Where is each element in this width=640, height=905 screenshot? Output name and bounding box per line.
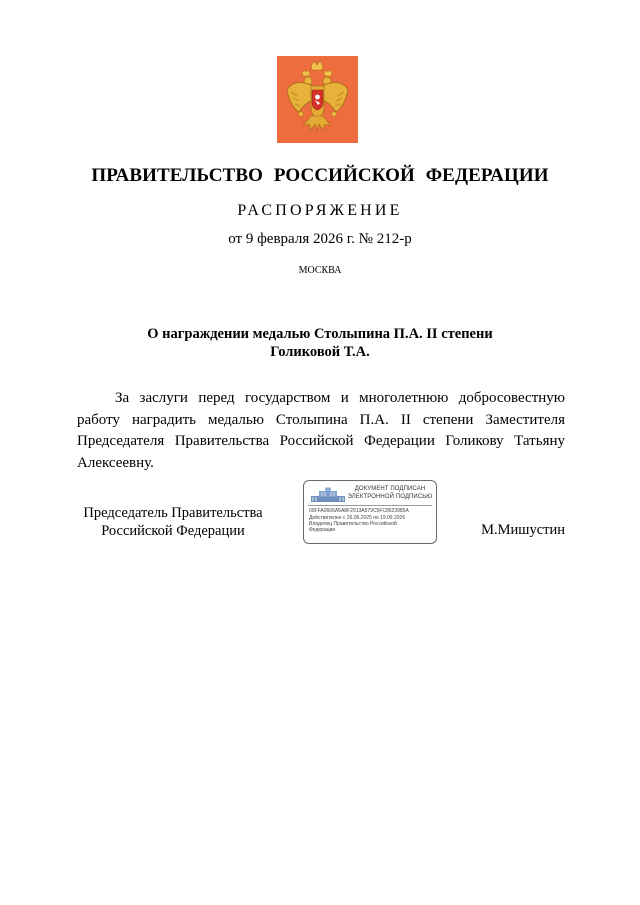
subject-line: Голиковой Т.А.	[270, 344, 370, 360]
stamp-divider	[308, 505, 432, 506]
certificate-owner: Федерации	[309, 527, 336, 533]
signer-position	[78, 505, 268, 540]
stamp-heading	[344, 486, 436, 501]
issue-city: МОСКВА	[298, 265, 342, 276]
subject-line: О награждении медалью Столыпина П.А. II степени	[147, 326, 493, 342]
signer-position-line: Российской Федерации	[101, 522, 245, 539]
signer-position-line: Председатель Правительства	[83, 505, 263, 521]
electronic-signature-stamp	[303, 480, 437, 544]
issuing-authority-title: ПРАВИТЕЛЬСТВО РОССИЙСКОЙ ФЕДЕРАЦИИ	[91, 165, 549, 186]
double-headed-eagle-icon	[277, 56, 358, 143]
document-body	[77, 388, 565, 474]
signer-name: М.Мишустин	[481, 522, 565, 538]
certificate-number: 00FFA0606A5A8F2913A579C5FC8623985A	[309, 508, 409, 514]
document-date-number: от 9 февраля 2026 г. № 212-р	[228, 231, 412, 247]
body-paragraph: За заслуги перед государством и многолетнюю добросовестную работу наградить медалью Столыпина П.А. II степени Заместителя Председателя Правительства Российской Федерации Голикову Татьяну Алексеевну.	[77, 390, 565, 471]
certificate-owner: Владелец Правительство Российской	[309, 521, 397, 527]
government-building-icon	[309, 487, 347, 503]
stamp-heading-line: ДОКУМЕНТ ПОДПИСАН	[354, 486, 426, 492]
certificate-validity: Действителен с 26.06.2025 по 19.09.2026	[309, 515, 406, 521]
stamp-heading-line: ЭЛЕКТРОННОЙ ПОДПИСЬЮ	[347, 493, 433, 500]
document-type: РАСПОРЯЖЕНИЕ	[237, 202, 403, 219]
coat-of-arms-emblem	[277, 56, 358, 143]
document-subject	[0, 325, 640, 361]
